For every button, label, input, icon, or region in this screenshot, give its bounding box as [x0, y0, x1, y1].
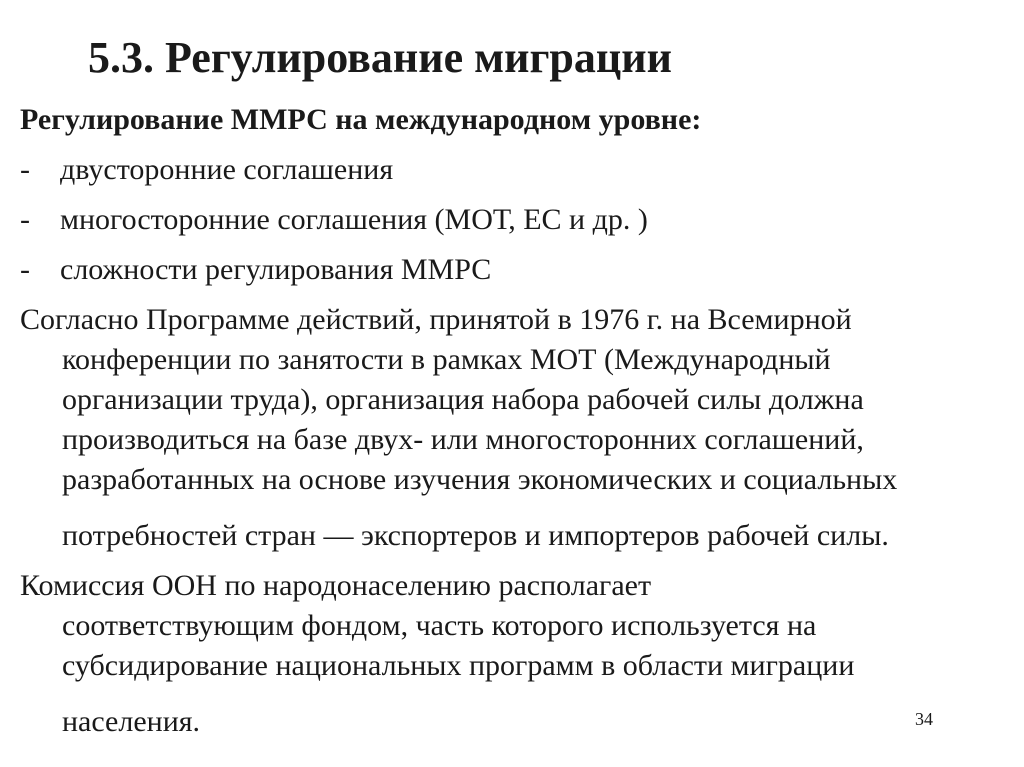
bullet-dash: -	[20, 253, 30, 286]
section-subheading: Регулирование ММРС на международном уровне:	[20, 103, 702, 136]
paragraph-line: организации труда), организация набора рабочей силы должна	[62, 383, 864, 416]
bullet-item	[20, 250, 491, 290]
paragraph-line: конференции по занятости в рамках МОТ (Международный	[62, 343, 831, 376]
paragraph-line: потребностей стран — экспортеров и импортеров рабочей силы.	[62, 519, 889, 552]
bullet-item	[20, 200, 648, 240]
bullet-text: сложности регулирования ММРС	[60, 253, 492, 286]
bullet-text: двусторонние соглашения	[60, 153, 394, 186]
bullet-text: многосторонние соглашения (МОТ, ЕС и др. )	[60, 203, 648, 236]
paragraph-line: разработанных на основе изучения экономических и социальных	[62, 463, 898, 496]
bullet-item	[20, 150, 393, 190]
paragraph-line: Согласно Программе действий, принятой в 1976 г. на Всемирной	[20, 303, 852, 336]
paragraph-line: субсидирование национальных программ в области миграции	[62, 649, 855, 682]
paragraph-ilo-program	[20, 300, 897, 556]
paragraph-line: соответствующим фондом, часть которого используется на	[62, 609, 817, 642]
paragraph-line: населения.	[62, 705, 201, 738]
paragraph-line: Комиссия ООН по народонаселению располагает	[20, 569, 652, 602]
page-number: 34	[915, 709, 933, 729]
bullet-dash: -	[20, 203, 30, 236]
bullet-dash: -	[20, 153, 30, 186]
paragraph-un-commission	[20, 566, 854, 742]
slide-title: 5.3. Регулирование миграции	[88, 33, 672, 82]
paragraph-line: производиться на базе двух- или многосторонних соглашений,	[62, 423, 864, 456]
